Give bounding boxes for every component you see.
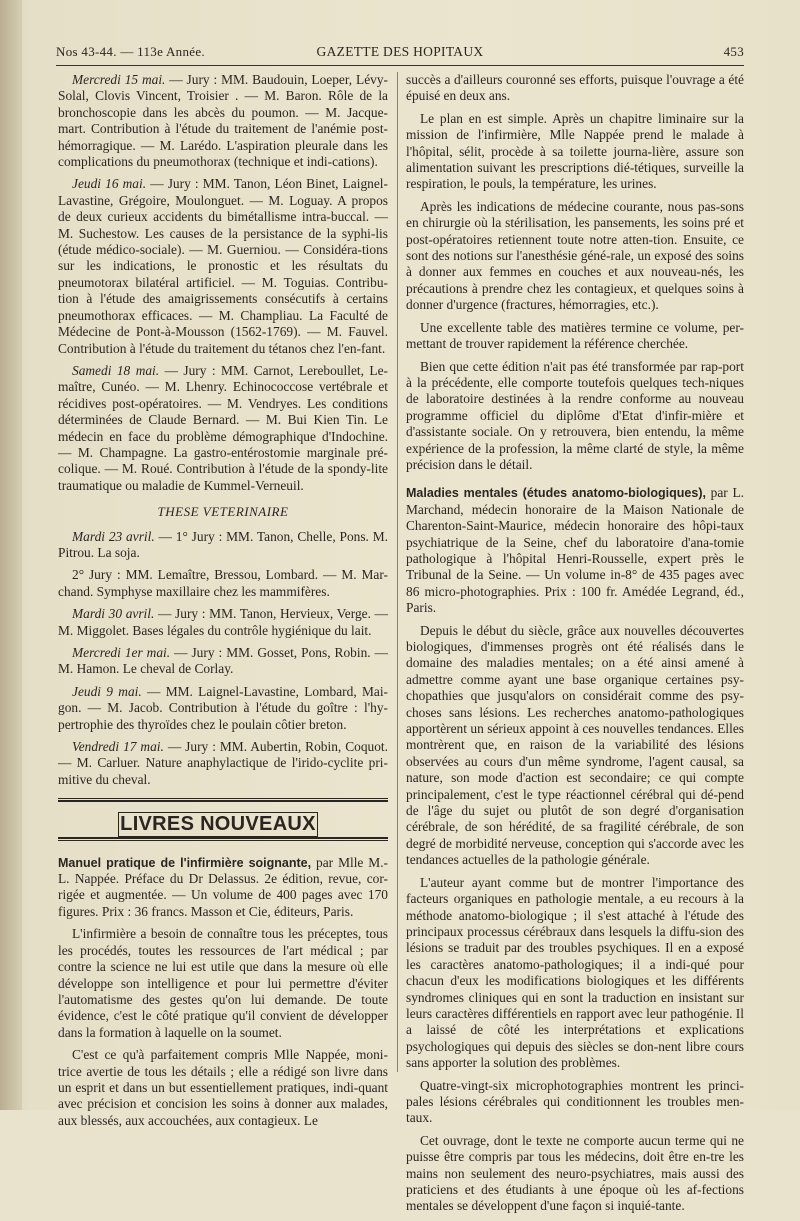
entry-date: Jeudi 9 mai. <box>72 683 142 699</box>
entry-text: — MM. Laignel-Lavastine, Lombard, Mai-gon. — M. Jacob. Contribution à l'étude du goître : l'hy-pertrophie des thyroïdes chez le poulain côtier breton. <box>58 683 388 732</box>
entry-text: — Jury : MM. Carnot, Lereboullet, Le-maître, Cunéo. — M. Lhenry. Echinococcose vertébrale et récidives post-opératoires. — M. Vendryes. Les conditions déterminées de Claude Bernard. — M. Bui Kien Tin. Le médecin en face du problème démographique d'Indochine. — M. Champagne. La gastro-entérostomie marginale pré-colique. — M. Roué. Contribution à l'étude de la spondy-lite traumatique ou maladie de Kummel-Verneuil. <box>58 362 388 493</box>
journal-title: GAZETTE DES HOPITAUX <box>316 44 484 59</box>
review-paragraph: L'infirmière a besoin de connaître tous les préceptes, tous les procédés, toutes les ressources de l'art médical ; par contre la science ne lui est utile que dans la mesure où elle développe son intelligence et pour lui permettre d'éviter l'automatisme des gestes qu'on lui demande. De toute évidence, c'est le côté pratique qu'il convient de développer dans la formation à laquelle on la soumet. <box>58 926 388 1040</box>
book-meta: par Mlle M.-L. Nappée. Préface du Dr Delassus. 2e édition, revue, cor-rigée et augmentée. — Un volume de 400 pages avec 170 figures. Prix : 36 francs. Masson et Cie, éditeurs, Paris. <box>58 854 389 919</box>
entry-text: — Jury : MM. Aubertin, Robin, Coquot. — M. Carluer. Nature anaphylactique de l'irido-cyclite pri-mitive du cheval. <box>58 739 389 787</box>
entry-text: — 1° Jury : MM. Tanon, Chelle, Pons. M. Pitrou. La soja. <box>58 528 388 560</box>
review-paragraph: succès a d'ailleurs couronné ses efforts, puisque l'ouvrage a été épuisé en deux ans. <box>406 72 744 104</box>
book-title: Manuel pratique de l'infirmière soignante, <box>58 855 312 870</box>
entry-date: Mardi 23 avril. <box>72 528 155 544</box>
thesis-entry <box>58 176 388 356</box>
thesis-entry <box>58 72 388 170</box>
thesis-entry <box>58 529 388 562</box>
entry-text: — Jury : MM. Tanon, Léon Binet, Laignel-Lavastine, Grégoire, Moulonguet. — M. Loguay. A propos de deux curieux accidents du bimétallisme intra-buccal. — M. Suchestow. Les causes de la persistance de la syphi-lis (étude médico-sociale). — M. Guerniou. — Considéra-tions sur les indications, le pronostic et les résultats du pneumotorax bilatéral artificiel. — M. Toguias. Contribu-tion à l'étude des amaigrissements consécutifs à certains pneumothorax efficaces. — M. Champliau. La Faculté de Médecine de Pont-à-Mousson (1562-1769). — M. Fauvel. Contribution à l'étude du traitement du tétanos chez l'en-fant. <box>58 176 388 356</box>
section-rule-top <box>58 798 388 802</box>
page-binding-edge <box>0 0 22 1110</box>
page-number: 453 <box>723 44 744 59</box>
book-entry <box>406 485 744 616</box>
section-heading: LIVRES NOUVEAUX <box>118 812 318 836</box>
entry-date: Mercredi 15 mai. <box>72 72 166 87</box>
entry-date: Mardi 30 avril. <box>72 606 155 622</box>
review-paragraph: Bien que cette édition n'ait pas été transformée par rap-port à la précédente, elle comporte toutefois quelques tech-niques de laboratoire destinées à la rendre conforme au nouveau programme officiel du diplôme d'Etat d'infir-mière et d'assistante sociale. On y retrouvera, bien entendu, la même expérience de la profession, la même clarté de style, la même précision dans le détail. <box>406 358 744 472</box>
book-title: Maladies mentales (études anatomo-biologiques), <box>406 486 706 501</box>
entry-text: — Jury : MM. Gosset, Pons, Robin. — M. Hamon. Le cheval de Corlay. <box>58 645 388 677</box>
left-column <box>58 72 388 1135</box>
thesis-entry <box>58 739 388 788</box>
review-paragraph: L'auteur ayant comme but de montrer l'importance des facteurs organiques en pathologie mentale, a eu recours à la méthode anatomo-biologique ; il s'est attaché à l'étude des principaux processus cérébraux dans lesquels la diffu-sion des lésions se traduit par des troubles psychiques. Il en a exposé les caractères anatomo-pathologiques; il a indi-qué pour chacun d'eux les modifications biologiques et les différents syndromes cliniques qui en sont la traduction en insistant sur leurs caractères différentiels en rapport avec leur pathogénie. Il a laissé de côté les interprétations et explications psychologiques qui depuis des siècles se don-nent libre cours sans apporter la solution des problèmes. <box>406 874 744 1071</box>
entry-date: Samedi 18 mai. <box>72 362 160 378</box>
review-paragraph: Cet ouvrage, dont le texte ne comporte aucun terme qui ne puisse être compris par tous les médecins, doit être en-tre les mains non seulement des neuro-psychiatres, mais aussi des praticiens et des étudiants à une époque où les af-fections mentales se développent d'une façon si inquié-tante. <box>406 1132 744 1214</box>
review-paragraph: Depuis le début du siècle, grâce aux nouvelles découvertes biologiques, d'immenses progrès ont été réalisés dans le domaine des maladies mentales; on a été ainsi amené à admettre comme ayant une base organique certaines psy-chopathies que jusqu'alors on considérait comme des psy-choses sans lésions. Les recherches anatomo-pathologiques apportèrent un sérieux appoint à ces nouvelles tendances. Elles montrèrent que, en raison de la variabilité des lésions observées au cours d'un même syndrome, l'agent causal, sa nature, son mode d'action est secondaire; ce qui compte principalement, c'est le type réactionnel cérébral qui dé-pend de l'âge du sujet ou plutôt de son degré d'organisation cérébrale, de son hérédité, de sa fragilité cérébrale, de son degré de morbidité nerveuse, conception qui s'accorde avec les tendances actuelles de la pathologie générale. <box>406 622 744 868</box>
entry-date: Mercredi 1er mai. <box>72 645 171 660</box>
entry-date: Jeudi 16 mai. <box>72 176 147 192</box>
book-meta: par L. Marchand, médecin honoraire de la Maison Nationale de Charenton-Saint-Maurice, médecin honoraire des hôpi-taux psychiatrique de la Seine, chef du laboratoire d'ana-tomie pathologique à l'hôpital Henri-Rousselle, expert près le Tribunal de la Seine. — Un volume in-8° de 435 pages avec 86 micro-photographies. Prix : 100 fr. Amédée Legrand, éd., Paris. <box>406 485 745 616</box>
thesis-entry <box>58 684 388 733</box>
veterinary-thesis-heading: THESE VETERINAIRE <box>157 504 289 520</box>
entry-text: — Jury : MM. Baudouin, Loeper, Lévy-Solal, Clovis Vincent, Troisier . — M. Baron. Rôle de la bronchoscopie dans les abcès du poumon. — M. Jacque-mart. Contribution à l'étude du traitement de l'anémie post-hémorragique. — M. Larédo. L'aspiration pleurale dans les complications du pneumothorax (technique et indi-cations). <box>58 72 388 170</box>
thesis-entry: 2° Jury : MM. Lemaître, Bressou, Lombard. — M. Mar-chand. Symphyse maxillaire chez les mammifères. <box>58 567 388 599</box>
header-rule <box>56 65 744 66</box>
review-paragraph: Quatre-vingt-six microphotographies montrent les princi-pales lésions cérébrales qui conditionnent les troubles men-taux. <box>406 1077 744 1126</box>
review-paragraph: Une excellente table des matières termine ce volume, per-mettant de trouver rapidement la référence cherchée. <box>406 319 744 352</box>
entry-text: — Jury : MM. Tanon, Hervieux, Verge. — M. Miggolet. Bases légales du contrôle hygiénique du lait. <box>58 606 388 638</box>
right-column <box>406 72 744 1221</box>
issue-number: Nos 43-44. — 113e Année. <box>56 44 205 59</box>
entry-date: Vendredi 17 mai. <box>72 739 164 755</box>
review-paragraph: C'est ce qu'à parfaitement compris Mlle Nappée, moni-trice avertie de tous les détails ; elle a rédigé son livre dans un esprit et dans un but essentiellement pratiques, indi-quant avec précision et concision les soins à donner aux malades, aux blessés, aux accouchées, aux contagieux. Le <box>58 1047 388 1128</box>
column-divider <box>397 72 398 1072</box>
review-paragraph: Le plan en est simple. Après un chapitre liminaire sur la mission de l'infirmière, Mlle Nappée prend le malade à l'hôpital, sélit, procède à sa toilette journa-lière, assure son alimentation suivant les prescriptions dié-tétiques, surveille la respiration, le pouls, la température, les urines. <box>406 110 744 192</box>
page-header <box>56 44 744 64</box>
book-entry <box>58 855 388 921</box>
review-paragraph: Après les indications de médecine courante, nous pas-sons en chirurgie où la stérilisation, les pansements, les soins pré et post-opératoires retiennent toute notre atten-tion. Ensuite, ce sont des notions sur l'anesthésie géné-rale, un exposé des soins à donner aux femmes en couches et aux nouveau-nés, les précautions à prendre chez les contagieux, et quelques soins à donner d'urgence (fractures, hémorragies, etc.). <box>406 198 744 313</box>
thesis-entry <box>58 645 388 678</box>
thesis-entry <box>58 606 388 639</box>
thesis-entry <box>58 363 388 494</box>
